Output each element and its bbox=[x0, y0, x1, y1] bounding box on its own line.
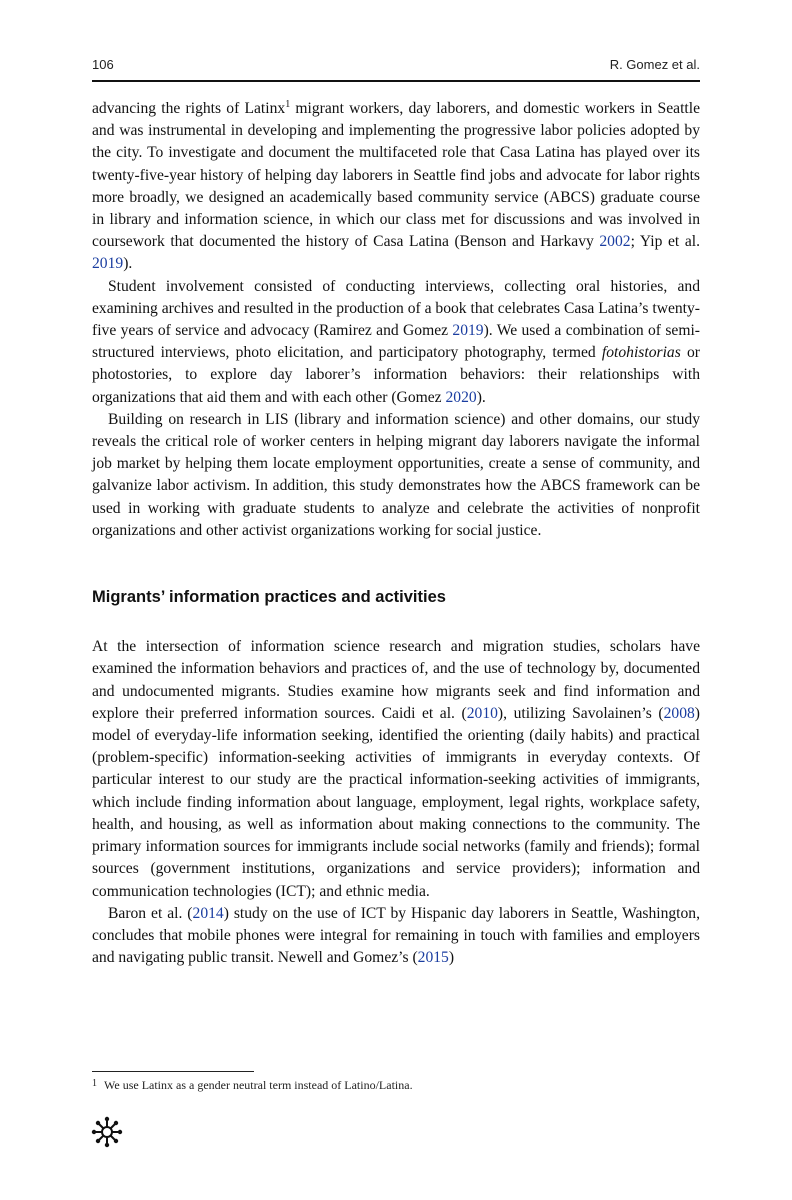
header-rule bbox=[92, 80, 700, 82]
emphasis-text: fotohistorias bbox=[601, 344, 681, 362]
paragraph-3: Building on research in LIS (library and information science) and other domains, our study reveals the critical role of worker centers in helping migrant day laborers navigate the informal job market by helping them locate employment opportunities, create a sense of community, and galvanize labor activism. In addition, this study demonstrates how the ABCS framework can be used in working with graduate students to analyze and celebrate the activities of nonprofit organizations and other activist organizations working for social justice. bbox=[92, 410, 700, 539]
text-run: ). bbox=[123, 255, 133, 273]
page-number: 106 bbox=[92, 57, 114, 72]
citation-link[interactable]: 2019 bbox=[452, 322, 484, 340]
text-run: ) study on the use of ICT by Hispanic day laborers in Seattle, Washington, concludes that mobile phones were integral for remaining in touch with families and employers and navigating public transit. Newell and Gomez’s ( bbox=[92, 904, 701, 967]
text-run: Student involvement consisted of conducting interviews, collecting oral histories, and examining archives and resulted in the production of a book that celebrates Casa Latina’s twenty-five years of service and advocacy (Ramirez and Gomez bbox=[92, 277, 700, 340]
citation-link[interactable]: 2014 bbox=[192, 904, 224, 922]
paragraph-5 bbox=[92, 903, 700, 970]
text-run: At the intersection of information science research and migration studies, scholars have examined the information behaviors and practices of, and the use of technology by, documented and undocumented migrants. Studies examine how migrants seek and find information and explore their preferred information sources. Caidi et al. ( bbox=[92, 638, 700, 722]
running-header bbox=[92, 57, 700, 75]
citation-link[interactable]: 2008 bbox=[663, 704, 695, 722]
footnote-mark: 1 bbox=[92, 1078, 97, 1089]
paragraph-2 bbox=[92, 276, 700, 409]
citation-link[interactable]: 2010 bbox=[466, 704, 498, 722]
citation-link[interactable]: 2019 bbox=[92, 255, 124, 273]
paragraph-4 bbox=[92, 636, 700, 902]
footnote-text: We use Latinx as a gender neutral term instead of Latino/Latina. bbox=[104, 1078, 413, 1092]
springer-horse-icon bbox=[90, 1115, 124, 1149]
text-run: ), utilizing Savolainen’s ( bbox=[497, 704, 664, 722]
running-head-authors: R. Gomez et al. bbox=[609, 57, 700, 72]
text-run: or photostories, to explore day laborer’s information behaviors: their relationships with organizations that aid them and with each other (Gomez bbox=[92, 344, 700, 406]
section-heading: Migrants’ information practices and activities bbox=[92, 588, 446, 607]
text-run: ). bbox=[476, 388, 486, 406]
text-run: ) model of everyday-life information seeking, identified the orienting (daily habits) and practical (problem-specific) information-seeking activities of immigrants in everyday contexts. Of particular interest to our study are the practical information-seeking activities of immigrants, which include finding information about language, employment, legal rights, workplace safety, health, and housing, as well as information about making connections to the community. The primary information sources for immigrants include social networks (family and friends); formal sources (government institutions, organizations and service providers); information and communication technologies (ICT); and ethnic media. bbox=[92, 704, 700, 900]
footnote bbox=[92, 1078, 700, 1093]
text-run: ) bbox=[448, 949, 455, 967]
text-run: ; Yip et al. bbox=[630, 233, 700, 251]
paragraph-1 bbox=[92, 98, 700, 276]
body-text bbox=[92, 98, 700, 969]
citation-link[interactable]: 2002 bbox=[599, 233, 631, 251]
citation-link[interactable]: 2020 bbox=[445, 388, 477, 406]
text-run: advancing the rights of Latinx bbox=[92, 100, 286, 117]
footnote-rule bbox=[92, 1071, 254, 1072]
text-run: migrant workers, day laborers, and domestic workers in Seattle and was instrumental in developing and implementing the progressive labor policies adopted by the city. To investigate and document the multifaceted role that Casa Latina has played over its twenty-five-year history of helping day laborers in Seattle find jobs and advocate for labor rights more broadly, we designed an academically based community service (ABCS) graduate course in library and information science, in which our class met for discussions and was involved in coursework that documented the history of Casa Latina (Benson and Harkavy bbox=[92, 100, 700, 251]
footnote-ref[interactable]: 1 bbox=[285, 99, 291, 110]
citation-link[interactable]: 2015 bbox=[417, 949, 449, 967]
text-run: ). We used a combination of semi-structured interviews, photo elicitation, and participatory photography, termed bbox=[92, 322, 700, 362]
text-run: Baron et al. ( bbox=[108, 904, 193, 922]
